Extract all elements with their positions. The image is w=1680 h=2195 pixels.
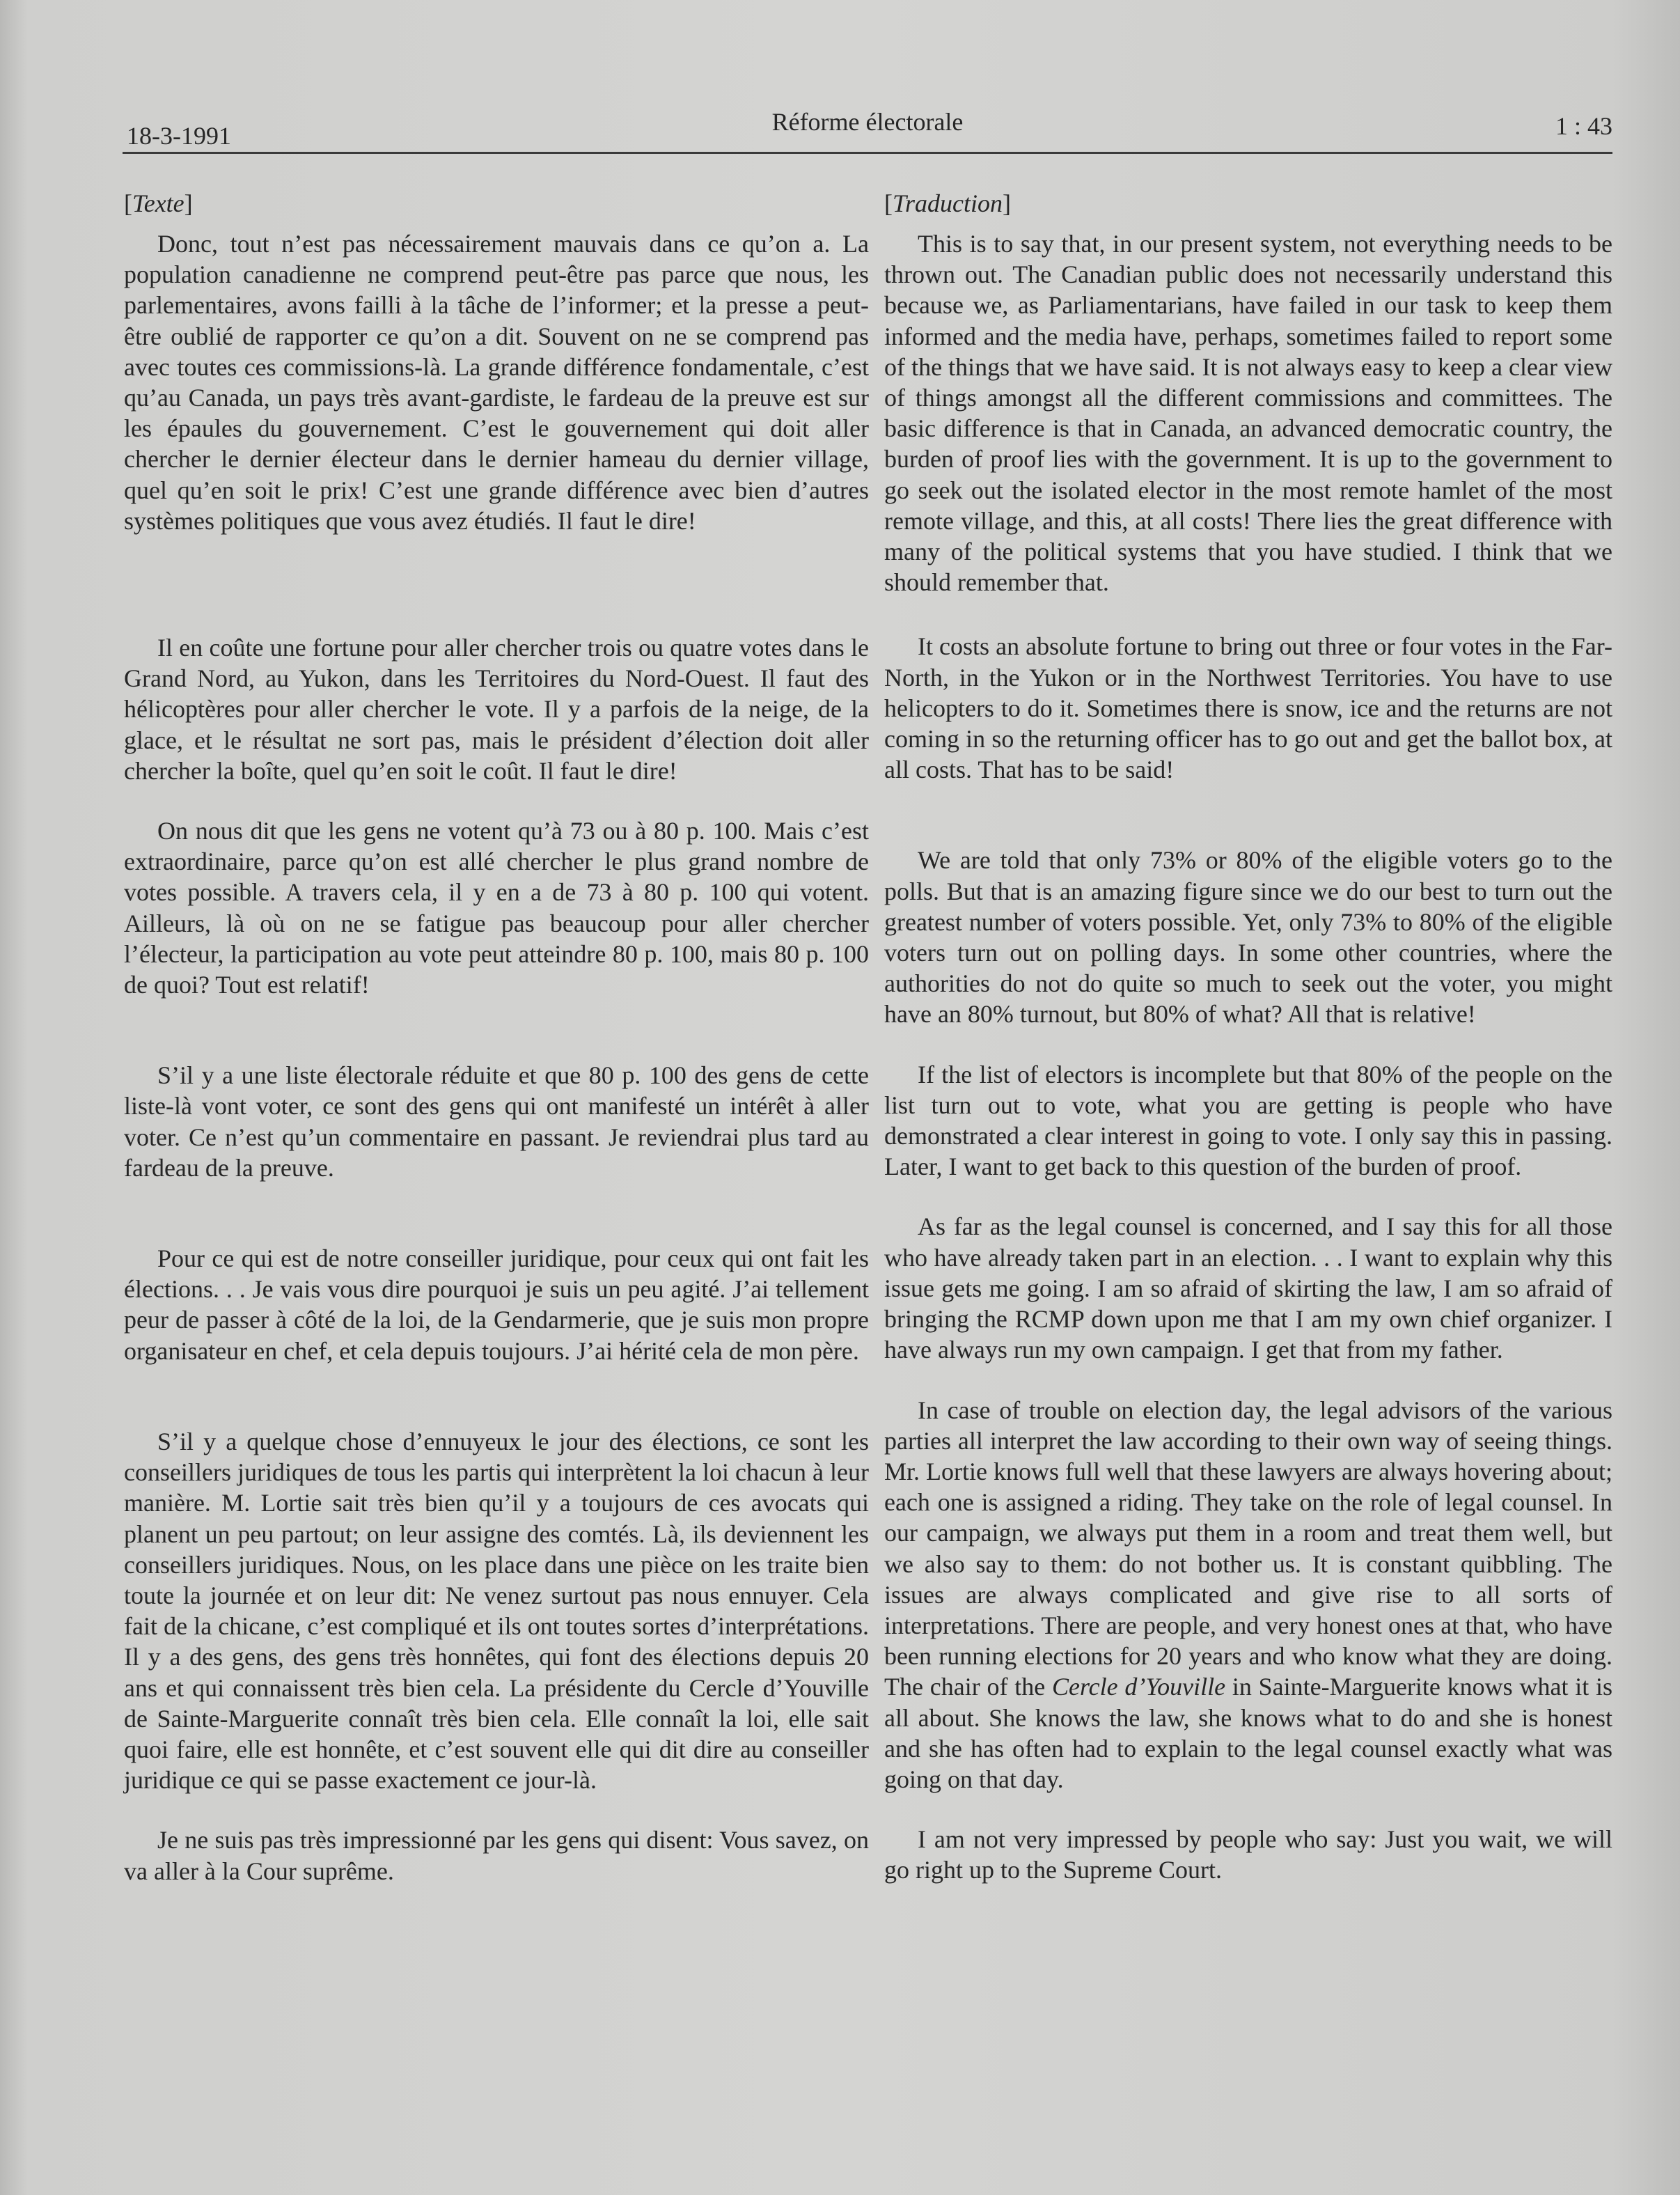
column-french — [124, 188, 869, 1887]
label-texte: [Texte] — [124, 189, 193, 217]
header-rule — [123, 152, 1612, 154]
label-traduction: [Traduction] — [884, 189, 1012, 217]
fr-paragraph-4: S’il y a une liste électorale réduite et que 80 p. 100 des gens de cette liste-là vont voter, ce sont des gens qui ont manifesté un intérêt à aller voter. Ce n’est qu’un commentaire en passant. Je reviendrai plus tard au fardeau de la preuve. — [124, 1061, 869, 1182]
header-title: Réforme électorale — [771, 108, 964, 136]
fr-paragraph-6: S’il y a quelque chose d’ennuyeux le jour des élections, ce sont les conseillers juridiques de tous les partis qui interprètent la loi chacun à leur manière. M. Lortie sait très bien qu’il y a toujours de ces avocats qui planent un peu partout; on leur assigne des comtés. Là, ils deviennent les conseillers juridiques. Nous, on les place dans une pièce on les traite bien toute la journée et on leur dit: Ne venez surtout pas nous ennuyer. Cela fait de la chicane, c’est compliqué et ils ont toutes sortes d’interprétations. Il y a des gens, des gens très honnêtes, qui font des élections depuis 20 ans et qui connaissent très bien cela. La présidente du Cercle d’Youville de Sainte-Marguerite connaît très bien cela. Elle connaît la loi, elle sait quoi faire, elle est honnête, et c’est souvent elle qui dit dire au conseiller juridique ce qui se passe exactement ce jour-là. — [124, 1427, 869, 1795]
fr-paragraph-2: Il en coûte une fortune pour aller chercher trois ou quatre votes dans le Grand Nord, au Yukon, dans les Territoires du Nord-Ouest. Il faut des hélicoptères pour aller chercher le vote. Il y a parfois de la neige, de la glace, et le résultat ne sort pas, mais le président d’élection doit aller chercher la boîte, quel qu’en soit le coût. Il faut le dire! — [124, 634, 869, 785]
en-paragraph-4: If the list of electors is incomplete but that 80% of the people on the list turn out to vote, what you are getting is people who have demonstrated a clear interest in going to vote. I only say this in passing. Later, I want to get back to this question of the burden of proof. — [884, 1060, 1612, 1181]
en-paragraph-6: In case of trouble on election day, the legal advisors of the various parties all interpret the law according to their own way of seeing things. Mr. Lortie knows full well that these lawyers are always hovering about; each one is assigned a riding. They take on the role of legal counsel. In our campaign, we always put them in a room and treat them well, but we also say to them: do not bother us. It is constant quibbling. The issues are always complicated and give rise to all sorts of interpretations. There are people, and very honest ones at that, who have been running elections for 20 years and who know what they are doing. The chair of the Cercle d’Youville in Sainte-Marguerite knows what it is all about. She knows the law, she knows what to do and she is honest and she has often had to explain to the legal counsel exactly what was going on that day. — [884, 1396, 1613, 1793]
en-paragraph-3: We are told that only 73% or 80% of the eligible voters go to the polls. But that is an amazing figure since we do our best to turn out the greatest number of voters possible. Yet, only 73% to 80% of the eligible voters turn out on polling days. In some other countries, where the authorities do not do quite so much to seek out the voter, you might have an 80% turnout, but 80% of what? All that is relative! — [884, 846, 1612, 1029]
header-page-number: 1 : 43 — [1555, 112, 1612, 140]
en-paragraph-7: I am not very impressed by people who say: Just you wait, we will go right up to the Supreme Court. — [884, 1825, 1612, 1884]
en-paragraph-5: As far as the legal counsel is concerned, and I say this for all those who have already taken part in an election. . . I want to explain why this issue gets me going. I am so afraid of skirting the law, I am so afraid of bringing the RCMP down upon me that I am my own chief organizer. I have always run my own campaign. I get that from my father. — [884, 1212, 1612, 1364]
fr-paragraph-7: Je ne suis pas très impressionné par les gens qui disent: Vous savez, on va aller à la Cour suprême. — [124, 1826, 869, 1885]
fr-paragraph-5: Pour ce qui est de notre conseiller juridique, pour ceux qui ont fait les élections. . . Je vais vous dire pourquoi je suis un peu agité. J’ai tellement peur de passer à côté de la loi, de la Gendarmerie, que je suis mon propre organisateur en chef, et cela depuis toujours. J’ai hérité cela de mon père. — [124, 1244, 869, 1365]
cercle-name-italic: Cercle d’Youville — [1052, 1673, 1226, 1701]
fr-paragraph-1: Donc, tout n’est pas nécessairement mauvais dans ce qu’on a. La population canadienne ne comprend peut-être pas parce que nous, les parlementaires, avons failli à la tâche de l’informer; et la presse a peut-être oublié de rapporter ce qu’on a dit. Souvent on ne se comprend pas avec toutes ces commissions-là. La grande différence fondamentale, c’est qu’au Canada, un pays très avant-gardiste, le fardeau de la preuve est sur les épaules du gouvernement. C’est le gouvernement qui doit aller chercher le dernier électeur dans le dernier hameau du dernier village, quel qu’en soit le prix! C’est une grande différence avec bien d’autres systèmes politiques que vous avez étudiés. Il faut le dire! — [124, 230, 869, 535]
column-english — [884, 188, 1612, 1886]
header-date: 18-3-1991 — [127, 122, 231, 150]
fr-paragraph-3: On nous dit que les gens ne votent qu’à 73 ou à 80 p. 100. Mais c’est extraordinaire, parce qu’on est allé chercher le plus grand nombre de votes possible. A travers cela, il y en a de 73 à 80 p. 100 qui votent. Ailleurs, là où on ne se fatigue pas beaucoup pour aller chercher l’électeur, la participation au vote peut atteindre 80 p. 100, mais 80 p. 100 de quoi? Tout est relatif! — [124, 817, 869, 999]
page-header — [123, 104, 1612, 153]
en-paragraph-2: It costs an absolute fortune to bring out three or four votes in the Far-North, in the Yukon or in the Northwest Territories. You have to use helicopters to do it. Sometimes there is snow, ice and the returns are not coming in so the returning officer has to go out and get the ballot box, at all costs. That has to be said! — [884, 632, 1612, 784]
en-paragraph-1: This is to say that, in our present system, not everything needs to be thrown out. The Canadian public does not necessarily understand this because we, as Parliamentarians, have failed in our task to keep them informed and the media have, perhaps, sometimes failed to report some of the things that we have said. It is not always easy to keep a clear view of things amongst all the different commissions and committees. The basic difference is that in Canada, an advanced democratic country, the burden of proof lies with the government. It is up to the government to go seek out the isolated elector in the most remote hamlet of the most remote village, and this, at all costs! There lies the great difference with many of the political systems that you have studied. I think that we should remember that. — [884, 230, 1612, 597]
